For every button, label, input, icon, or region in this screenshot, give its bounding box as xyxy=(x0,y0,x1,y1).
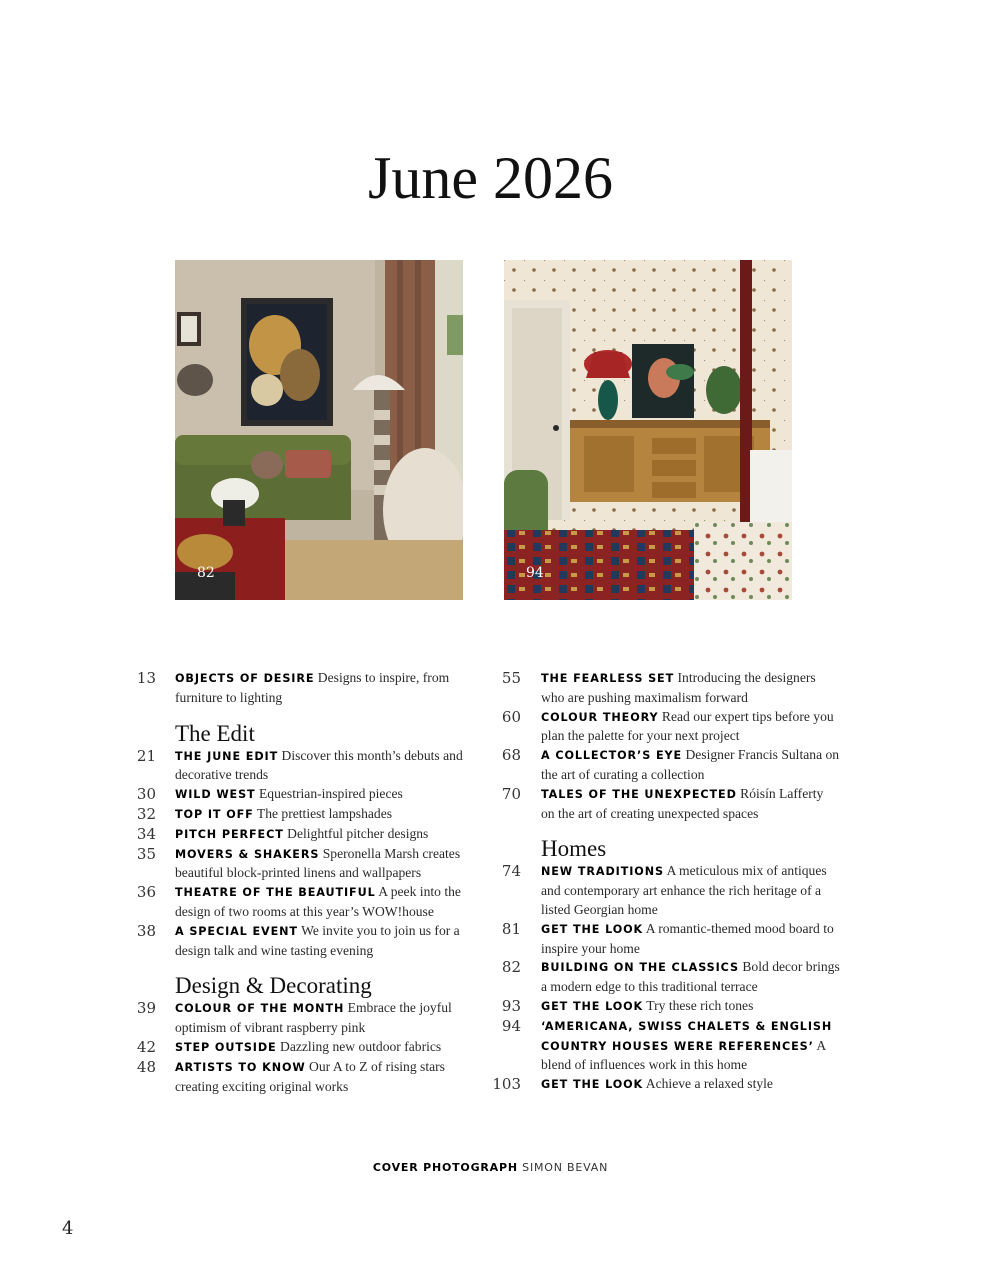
photo-bedroom[interactable] xyxy=(504,260,792,600)
contents-entry[interactable] xyxy=(130,999,470,1038)
living-room-image xyxy=(175,260,463,600)
entry-page-number: 93 xyxy=(501,996,521,1015)
entry-page-number: 30 xyxy=(136,785,156,804)
contents-entry[interactable] xyxy=(490,1017,840,1075)
entry-heading: TALES OF THE UNEXPECTED xyxy=(541,787,737,801)
entry-description: Embrace the joyful optimism of vibrant raspberry pink xyxy=(175,1000,452,1036)
entry-description: Our A to Z of rising stars creating exciting original works xyxy=(175,1058,445,1094)
contents-entry[interactable] xyxy=(490,785,840,824)
entry-page-number: 38 xyxy=(136,921,156,940)
entry-page-number: 34 xyxy=(136,824,156,843)
entry-page-number: 35 xyxy=(136,844,156,863)
entry-page-number: 81 xyxy=(501,919,521,938)
entry-description: Achieve a relaxed style xyxy=(645,1076,773,1092)
contents-entry[interactable] xyxy=(130,1058,470,1097)
entry-page-number: 21 xyxy=(136,746,156,765)
entry-page-number: 32 xyxy=(136,804,156,823)
entry-heading: COLOUR OF THE MONTH xyxy=(175,1002,345,1016)
entry-description: Discover this month’s debuts and decorative trends xyxy=(175,747,463,783)
entry-heading: BUILDING ON THE CLASSICS xyxy=(541,961,739,975)
entry-heading: GET THE LOOK xyxy=(541,999,644,1013)
entry-heading: PITCH PERFECT xyxy=(175,827,284,841)
entry-description: Introducing the designers who are pushing maximalism forward xyxy=(541,670,816,705)
contents-entry[interactable] xyxy=(130,669,470,708)
entry-description: Try these rich tones xyxy=(646,997,754,1013)
contents-entry[interactable] xyxy=(130,1038,470,1058)
entry-heading: A SPECIAL EVENT xyxy=(175,924,298,938)
entry-page-number: 48 xyxy=(136,1057,156,1076)
contents-entry[interactable] xyxy=(490,1075,840,1095)
entry-page-number: 94 xyxy=(501,1016,521,1035)
contents-entry[interactable] xyxy=(130,825,470,845)
entry-heading: GET THE LOOK xyxy=(541,922,644,936)
entry-page-number: 36 xyxy=(136,883,156,902)
contents-entry[interactable] xyxy=(130,883,470,922)
contents-entry[interactable] xyxy=(490,862,840,919)
entry-heading: NEW TRADITIONS xyxy=(541,865,664,879)
entry-description: A peek into the design of two rooms at this year’s WOW!house xyxy=(175,884,461,919)
entry-page-number: 68 xyxy=(501,746,521,765)
photo-page-number: 82 xyxy=(197,565,215,581)
contents-entry[interactable] xyxy=(130,747,470,786)
bedroom-image xyxy=(504,260,792,600)
contents-entry[interactable] xyxy=(490,708,840,747)
contents-entry[interactable] xyxy=(490,958,840,997)
section-title: Homes xyxy=(541,836,607,862)
entry-heading: TOP IT OFF xyxy=(175,807,254,821)
entry-heading: ‘AMERICANA, SWISS CHALETS & ENGLISH COUNTRY HOUSES WERE REFERENCES’ xyxy=(541,1019,833,1053)
entry-page-number: 42 xyxy=(136,1037,156,1056)
entry-description: A blend of influences work in this home xyxy=(541,1037,826,1073)
contents-entry[interactable] xyxy=(490,669,840,708)
entry-page-number: 82 xyxy=(501,958,521,977)
entry-heading: ARTISTS TO KNOW xyxy=(175,1060,306,1074)
entry-description: A meticulous mix of antiques and contemporary art enhance the rich heritage of a listed Georgian home xyxy=(541,863,827,917)
entry-heading: THE FEARLESS SET xyxy=(541,672,675,685)
cover-credit xyxy=(0,1161,981,1174)
entry-heading: MOVERS & SHAKERS xyxy=(175,847,320,861)
entry-heading: A COLLECTOR’S EYE xyxy=(541,749,683,763)
entry-description: Bold decor brings a modern edge to this traditional terrace xyxy=(541,959,840,995)
credit-label: COVER PHOTOGRAPH xyxy=(372,1161,518,1174)
entry-description: Designs to inspire, from furniture to lighting xyxy=(175,670,450,705)
contents-entry[interactable] xyxy=(130,785,470,805)
entry-description: Dazzling new outdoor fabrics xyxy=(280,1038,442,1054)
entry-page-number: 74 xyxy=(501,862,521,881)
entry-description: The prettiest lampshades xyxy=(256,805,393,821)
entry-description: A romantic-themed mood board to inspire your home xyxy=(541,920,834,956)
page-number: 4 xyxy=(62,1218,74,1239)
photo-living-room[interactable] xyxy=(175,260,463,600)
entry-heading: WILD WEST xyxy=(175,788,256,802)
entry-description: Equestrian-inspired pieces xyxy=(259,786,403,802)
section-title: Design & Decorating xyxy=(175,973,372,999)
entry-heading: THE JUNE EDIT xyxy=(175,749,279,763)
contents-right-column xyxy=(490,669,840,1095)
entry-description: Speronella Marsh creates beautiful block-printed linens and wallpapers xyxy=(175,845,461,881)
entry-description: Delightful pitcher designs xyxy=(287,825,429,841)
contents-entry[interactable] xyxy=(490,997,840,1017)
contents-entry[interactable] xyxy=(130,922,470,961)
entry-heading: COLOUR THEORY xyxy=(541,710,659,724)
entry-page-number: 13 xyxy=(136,669,156,687)
contents-entry[interactable] xyxy=(130,845,470,884)
entry-page-number: 70 xyxy=(501,784,521,803)
entry-description: Róisín Lafferty on the art of creating unexpected spaces xyxy=(541,785,824,821)
entry-page-number: 103 xyxy=(492,1075,521,1094)
contents-entry[interactable] xyxy=(490,746,840,785)
section-title: The Edit xyxy=(175,720,255,746)
contents-entry[interactable] xyxy=(130,805,470,825)
entry-description: We invite you to join us for a design talk and wine tasting evening xyxy=(175,922,460,958)
entry-heading: OBJECTS OF DESIRE xyxy=(175,672,315,685)
photo-page-number: 94 xyxy=(526,565,544,581)
entry-page-number: 39 xyxy=(136,999,156,1018)
entry-heading: STEP OUTSIDE xyxy=(175,1040,277,1054)
contents-entry[interactable] xyxy=(490,920,840,959)
entry-page-number: 55 xyxy=(501,669,521,687)
entry-heading: THEATRE OF THE BEAUTIFUL xyxy=(175,886,376,900)
credit-name: SIMON BEVAN xyxy=(522,1161,609,1174)
page-title: June 2026 xyxy=(368,145,613,211)
entry-description: Designer Francis Sultana on the art of curating a collection xyxy=(541,747,840,782)
entry-page-number: 60 xyxy=(501,707,521,726)
entry-description: Read our expert tips before you plan the palette for your next project xyxy=(541,708,834,744)
contents-left-column xyxy=(130,669,470,1096)
entry-heading: GET THE LOOK xyxy=(541,1078,644,1092)
